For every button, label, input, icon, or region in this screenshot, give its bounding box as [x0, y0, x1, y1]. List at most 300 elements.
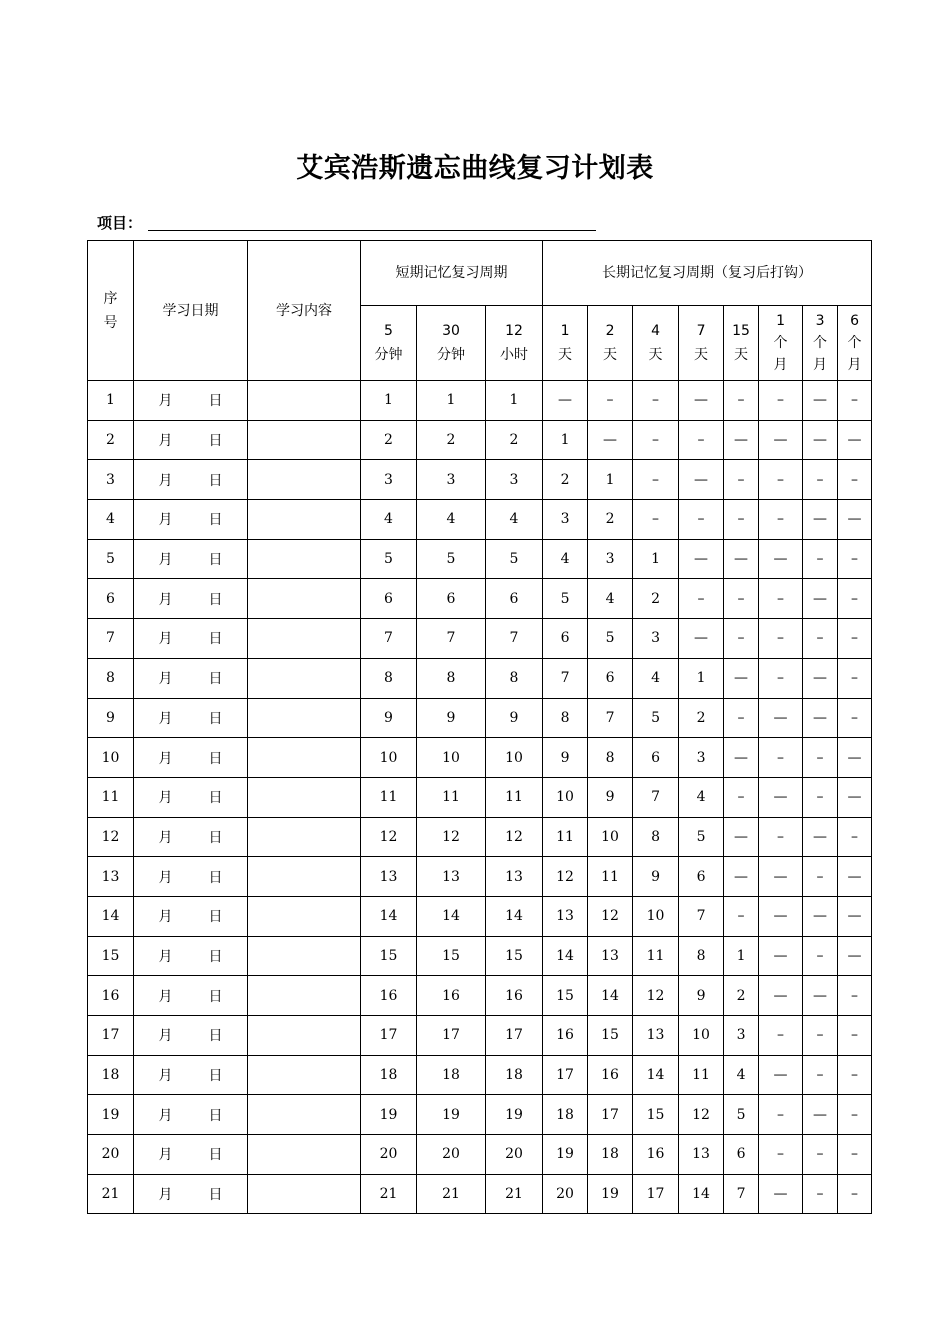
- review-cell-7d[interactable]: 4: [679, 777, 724, 817]
- review-cell-12h[interactable]: 1: [486, 381, 543, 421]
- review-cell-5min[interactable]: 5: [361, 539, 417, 579]
- table-row: [88, 1174, 872, 1214]
- review-cell-15d[interactable]: 7: [724, 1174, 759, 1214]
- review-cell-1d[interactable]: 4: [543, 539, 588, 579]
- review-cell-6m[interactable]: –: [838, 381, 872, 421]
- review-cell-4d[interactable]: 12: [633, 976, 679, 1016]
- review-cell-5min[interactable]: 21: [361, 1174, 417, 1214]
- review-cell-15d[interactable]: –: [724, 619, 759, 659]
- review-cell-12h[interactable]: 13: [486, 857, 543, 897]
- review-cell-3m[interactable]: –: [803, 619, 838, 659]
- review-cell-1d[interactable]: 2: [543, 460, 588, 500]
- review-cell-1d[interactable]: —: [543, 381, 588, 421]
- study-content-cell[interactable]: [248, 420, 361, 460]
- review-cell-5min[interactable]: 4: [361, 500, 417, 540]
- study-content-cell[interactable]: [248, 658, 361, 698]
- review-cell-4d[interactable]: 5: [633, 698, 679, 738]
- study-content-cell[interactable]: [248, 1174, 361, 1214]
- review-cell-7d[interactable]: 11: [679, 1055, 724, 1095]
- review-cell-1d[interactable]: 16: [543, 1016, 588, 1056]
- review-cell-2d[interactable]: 8: [588, 738, 633, 778]
- review-cell-30min[interactable]: 20: [417, 1135, 486, 1175]
- review-cell-5min[interactable]: 10: [361, 738, 417, 778]
- review-cell-1d[interactable]: 17: [543, 1055, 588, 1095]
- study-content-cell[interactable]: [248, 976, 361, 1016]
- review-cell-5min[interactable]: 15: [361, 936, 417, 976]
- review-cell-15d[interactable]: –: [724, 698, 759, 738]
- review-cell-1m[interactable]: —: [759, 698, 803, 738]
- review-cell-3m[interactable]: –: [803, 539, 838, 579]
- review-cell-2d[interactable]: 19: [588, 1174, 633, 1214]
- review-cell-30min[interactable]: 4: [417, 500, 486, 540]
- review-cell-2d[interactable]: 12: [588, 896, 633, 936]
- table-row: [88, 857, 872, 897]
- review-cell-3m[interactable]: –: [803, 1174, 838, 1214]
- review-cell-5min[interactable]: 17: [361, 1016, 417, 1056]
- study-content-cell[interactable]: [248, 1095, 361, 1135]
- review-cell-3m[interactable]: —: [803, 381, 838, 421]
- study-content-cell[interactable]: [248, 381, 361, 421]
- review-cell-7d[interactable]: —: [679, 381, 724, 421]
- study-date-cell[interactable]: [134, 777, 248, 817]
- review-cell-30min[interactable]: 18: [417, 1055, 486, 1095]
- study-content-cell[interactable]: [248, 1055, 361, 1095]
- review-cell-2d[interactable]: –: [588, 381, 633, 421]
- review-cell-15d[interactable]: 1: [724, 936, 759, 976]
- review-cell-6m[interactable]: –: [838, 460, 872, 500]
- review-cell-1d[interactable]: 10: [543, 777, 588, 817]
- review-cell-6m[interactable]: –: [838, 1174, 872, 1214]
- study-date-cell[interactable]: [134, 1055, 248, 1095]
- table-row: [88, 936, 872, 976]
- review-cell-15d[interactable]: –: [724, 381, 759, 421]
- study-date-cell[interactable]: [134, 1174, 248, 1214]
- study-date-cell[interactable]: [134, 619, 248, 659]
- review-cell-7d[interactable]: 1: [679, 658, 724, 698]
- review-cell-4d[interactable]: 6: [633, 738, 679, 778]
- review-cell-5min[interactable]: 8: [361, 658, 417, 698]
- review-cell-12h[interactable]: 19: [486, 1095, 543, 1135]
- review-cell-7d[interactable]: 5: [679, 817, 724, 857]
- review-cell-3m[interactable]: –: [803, 857, 838, 897]
- study-content-cell[interactable]: [248, 500, 361, 540]
- study-content-cell[interactable]: [248, 698, 361, 738]
- review-cell-1m[interactable]: —: [759, 539, 803, 579]
- review-cell-1m[interactable]: –: [759, 817, 803, 857]
- study-date-cell[interactable]: [134, 381, 248, 421]
- review-cell-6m[interactable]: –: [838, 1135, 872, 1175]
- review-cell-15d[interactable]: —: [724, 658, 759, 698]
- review-cell-15d[interactable]: —: [724, 420, 759, 460]
- study-date-cell[interactable]: [134, 579, 248, 619]
- review-cell-12h[interactable]: 14: [486, 896, 543, 936]
- review-cell-3m[interactable]: –: [803, 738, 838, 778]
- review-cell-2d[interactable]: 15: [588, 1016, 633, 1056]
- date-day-label: 日: [208, 472, 223, 489]
- review-cell-1d[interactable]: 3: [543, 500, 588, 540]
- review-cell-6m[interactable]: –: [838, 698, 872, 738]
- review-cell-15d[interactable]: 4: [724, 1055, 759, 1095]
- review-cell-15d[interactable]: —: [724, 817, 759, 857]
- study-date-cell[interactable]: [134, 1016, 248, 1056]
- table-row: [88, 976, 872, 1016]
- study-date-cell[interactable]: [134, 420, 248, 460]
- review-cell-12h[interactable]: 15: [486, 936, 543, 976]
- review-cell-2d[interactable]: 9: [588, 777, 633, 817]
- study-date-cell[interactable]: [134, 976, 248, 1016]
- review-cell-4d[interactable]: 1: [633, 539, 679, 579]
- review-cell-5min[interactable]: 9: [361, 698, 417, 738]
- review-cell-1d[interactable]: 15: [543, 976, 588, 1016]
- review-cell-12h[interactable]: 20: [486, 1135, 543, 1175]
- review-cell-4d[interactable]: 7: [633, 777, 679, 817]
- review-cell-1m[interactable]: —: [759, 420, 803, 460]
- study-content-cell[interactable]: [248, 1135, 361, 1175]
- study-date-cell[interactable]: [134, 539, 248, 579]
- review-cell-3m[interactable]: —: [803, 1095, 838, 1135]
- review-cell-7d[interactable]: 9: [679, 976, 724, 1016]
- review-cell-2d[interactable]: 18: [588, 1135, 633, 1175]
- review-cell-1d[interactable]: 8: [543, 698, 588, 738]
- review-cell-5min[interactable]: 1: [361, 381, 417, 421]
- date-day-label: 日: [208, 829, 223, 846]
- study-date-cell[interactable]: [134, 857, 248, 897]
- row-index: 12: [88, 817, 134, 857]
- review-cell-1m[interactable]: –: [759, 619, 803, 659]
- review-cell-1d[interactable]: 11: [543, 817, 588, 857]
- review-cell-7d[interactable]: –: [679, 579, 724, 619]
- review-cell-15d[interactable]: 5: [724, 1095, 759, 1135]
- review-cell-2d[interactable]: 7: [588, 698, 633, 738]
- review-cell-1m[interactable]: –: [759, 1016, 803, 1056]
- review-cell-15d[interactable]: —: [724, 539, 759, 579]
- review-cell-4d[interactable]: 13: [633, 1016, 679, 1056]
- review-cell-12h[interactable]: 6: [486, 579, 543, 619]
- review-cell-6m[interactable]: –: [838, 539, 872, 579]
- review-cell-7d[interactable]: –: [679, 500, 724, 540]
- review-cell-1m[interactable]: –: [759, 500, 803, 540]
- review-cell-15d[interactable]: —: [724, 738, 759, 778]
- study-date-cell[interactable]: [134, 1095, 248, 1135]
- review-cell-12h[interactable]: 16: [486, 976, 543, 1016]
- review-cell-4d[interactable]: 11: [633, 936, 679, 976]
- review-cell-1d[interactable]: 13: [543, 896, 588, 936]
- review-cell-6m[interactable]: –: [838, 619, 872, 659]
- review-cell-1d[interactable]: 19: [543, 1135, 588, 1175]
- review-cell-2d[interactable]: 11: [588, 857, 633, 897]
- review-cell-5min[interactable]: 2: [361, 420, 417, 460]
- review-cell-4d[interactable]: 2: [633, 579, 679, 619]
- review-cell-7d[interactable]: 6: [679, 857, 724, 897]
- review-cell-1d[interactable]: 9: [543, 738, 588, 778]
- review-cell-30min[interactable]: 21: [417, 1174, 486, 1214]
- review-cell-15d[interactable]: —: [724, 857, 759, 897]
- review-cell-3m[interactable]: —: [803, 698, 838, 738]
- review-cell-4d[interactable]: 10: [633, 896, 679, 936]
- review-cell-1m[interactable]: –: [759, 460, 803, 500]
- review-cell-2d[interactable]: 14: [588, 976, 633, 1016]
- review-cell-1d[interactable]: 7: [543, 658, 588, 698]
- date-day-label: 日: [208, 631, 223, 648]
- review-cell-4d[interactable]: –: [633, 500, 679, 540]
- review-cell-7d[interactable]: 14: [679, 1174, 724, 1214]
- review-cell-6m[interactable]: —: [838, 500, 872, 540]
- review-cell-12h[interactable]: 5: [486, 539, 543, 579]
- review-cell-1m[interactable]: –: [759, 1095, 803, 1135]
- review-cell-30min[interactable]: 10: [417, 738, 486, 778]
- review-cell-1m[interactable]: —: [759, 896, 803, 936]
- review-cell-3m[interactable]: –: [803, 1055, 838, 1095]
- review-cell-5min[interactable]: 11: [361, 777, 417, 817]
- review-cell-2d[interactable]: 3: [588, 539, 633, 579]
- review-cell-12h[interactable]: 4: [486, 500, 543, 540]
- study-content-cell[interactable]: [248, 460, 361, 500]
- table-row: [88, 460, 872, 500]
- date-day-label: 日: [208, 512, 223, 529]
- study-content-cell[interactable]: [248, 1016, 361, 1056]
- review-cell-3m[interactable]: –: [803, 777, 838, 817]
- review-cell-30min[interactable]: 8: [417, 658, 486, 698]
- review-cell-6m[interactable]: —: [838, 936, 872, 976]
- review-cell-4d[interactable]: 14: [633, 1055, 679, 1095]
- review-cell-12h[interactable]: 17: [486, 1016, 543, 1056]
- review-cell-1d[interactable]: 12: [543, 857, 588, 897]
- review-cell-1m[interactable]: —: [759, 857, 803, 897]
- review-cell-30min[interactable]: 19: [417, 1095, 486, 1135]
- row-index: 9: [88, 698, 134, 738]
- review-cell-6m[interactable]: —: [838, 420, 872, 460]
- row-index: 6: [88, 579, 134, 619]
- date-month-label: 月: [158, 790, 173, 807]
- review-cell-5min[interactable]: 3: [361, 460, 417, 500]
- review-cell-6m[interactable]: –: [838, 579, 872, 619]
- header-long-term-group: 长期记忆复习周期（复习后打钩）: [543, 241, 872, 306]
- review-cell-30min[interactable]: 13: [417, 857, 486, 897]
- review-cell-5min[interactable]: 18: [361, 1055, 417, 1095]
- study-content-cell[interactable]: [248, 936, 361, 976]
- review-cell-3m[interactable]: –: [803, 460, 838, 500]
- review-cell-15d[interactable]: –: [724, 500, 759, 540]
- review-cell-6m[interactable]: —: [838, 738, 872, 778]
- review-cell-1d[interactable]: 18: [543, 1095, 588, 1135]
- review-cell-1m[interactable]: –: [759, 579, 803, 619]
- study-content-cell[interactable]: [248, 857, 361, 897]
- review-cell-12h[interactable]: 18: [486, 1055, 543, 1095]
- row-index: 11: [88, 777, 134, 817]
- review-cell-30min[interactable]: 17: [417, 1016, 486, 1056]
- review-cell-30min[interactable]: 16: [417, 976, 486, 1016]
- review-cell-6m[interactable]: –: [838, 1016, 872, 1056]
- review-cell-1d[interactable]: 5: [543, 579, 588, 619]
- date-month-label: 月: [158, 512, 173, 529]
- review-cell-3m[interactable]: —: [803, 500, 838, 540]
- review-cell-6m[interactable]: –: [838, 976, 872, 1016]
- review-cell-4d[interactable]: –: [633, 460, 679, 500]
- review-cell-2d[interactable]: 1: [588, 460, 633, 500]
- study-date-cell[interactable]: [134, 1135, 248, 1175]
- review-cell-5min[interactable]: 12: [361, 817, 417, 857]
- review-cell-1m[interactable]: —: [759, 1055, 803, 1095]
- study-date-cell[interactable]: [134, 936, 248, 976]
- review-cell-1m[interactable]: –: [759, 738, 803, 778]
- review-cell-1m[interactable]: –: [759, 1135, 803, 1175]
- study-date-cell[interactable]: [134, 500, 248, 540]
- review-cell-30min[interactable]: 6: [417, 579, 486, 619]
- row-index: 20: [88, 1135, 134, 1175]
- review-cell-2d[interactable]: 17: [588, 1095, 633, 1135]
- review-cell-12h[interactable]: 11: [486, 777, 543, 817]
- date-month-label: 月: [158, 1107, 173, 1124]
- review-cell-4d[interactable]: 17: [633, 1174, 679, 1214]
- review-cell-2d[interactable]: —: [588, 420, 633, 460]
- review-cell-6m[interactable]: –: [838, 658, 872, 698]
- review-cell-1d[interactable]: 6: [543, 619, 588, 659]
- review-cell-2d[interactable]: 4: [588, 579, 633, 619]
- review-cell-6m[interactable]: –: [838, 1055, 872, 1095]
- review-cell-7d[interactable]: 12: [679, 1095, 724, 1135]
- review-cell-1d[interactable]: 1: [543, 420, 588, 460]
- review-cell-30min[interactable]: 9: [417, 698, 486, 738]
- review-cell-3m[interactable]: —: [803, 579, 838, 619]
- study-content-cell[interactable]: [248, 896, 361, 936]
- review-cell-3m[interactable]: —: [803, 976, 838, 1016]
- review-cell-30min[interactable]: 12: [417, 817, 486, 857]
- review-cell-15d[interactable]: 3: [724, 1016, 759, 1056]
- review-cell-1m[interactable]: —: [759, 1174, 803, 1214]
- review-cell-1d[interactable]: 20: [543, 1174, 588, 1214]
- study-content-cell[interactable]: [248, 777, 361, 817]
- review-cell-7d[interactable]: —: [679, 619, 724, 659]
- review-cell-4d[interactable]: 3: [633, 619, 679, 659]
- review-cell-30min[interactable]: 15: [417, 936, 486, 976]
- review-cell-6m[interactable]: —: [838, 777, 872, 817]
- review-cell-4d[interactable]: 15: [633, 1095, 679, 1135]
- review-cell-5min[interactable]: 16: [361, 976, 417, 1016]
- review-cell-4d[interactable]: 16: [633, 1135, 679, 1175]
- review-cell-6m[interactable]: –: [838, 817, 872, 857]
- review-cell-5min[interactable]: 19: [361, 1095, 417, 1135]
- header-short-term-group: 短期记忆复习周期: [361, 241, 543, 306]
- review-cell-12h[interactable]: 12: [486, 817, 543, 857]
- review-cell-12h[interactable]: 10: [486, 738, 543, 778]
- review-cell-3m[interactable]: –: [803, 1135, 838, 1175]
- review-cell-15d[interactable]: –: [724, 896, 759, 936]
- review-cell-7d[interactable]: 7: [679, 896, 724, 936]
- study-date-cell[interactable]: [134, 817, 248, 857]
- review-cell-4d[interactable]: –: [633, 381, 679, 421]
- study-date-cell[interactable]: [134, 698, 248, 738]
- row-index: 13: [88, 857, 134, 897]
- review-cell-3m[interactable]: —: [803, 817, 838, 857]
- study-content-cell[interactable]: [248, 579, 361, 619]
- review-cell-3m[interactable]: —: [803, 896, 838, 936]
- study-content-cell[interactable]: [248, 817, 361, 857]
- review-cell-15d[interactable]: 2: [724, 976, 759, 1016]
- review-cell-5min[interactable]: 6: [361, 579, 417, 619]
- review-cell-7d[interactable]: –: [679, 420, 724, 460]
- table-row: [88, 1055, 872, 1095]
- study-content-cell[interactable]: [248, 738, 361, 778]
- review-cell-7d[interactable]: —: [679, 460, 724, 500]
- review-cell-1m[interactable]: —: [759, 936, 803, 976]
- review-cell-3m[interactable]: –: [803, 1016, 838, 1056]
- review-cell-12h[interactable]: 21: [486, 1174, 543, 1214]
- review-cell-5min[interactable]: 14: [361, 896, 417, 936]
- review-cell-30min[interactable]: 1: [417, 381, 486, 421]
- review-cell-7d[interactable]: 8: [679, 936, 724, 976]
- review-cell-2d[interactable]: 6: [588, 658, 633, 698]
- review-cell-7d[interactable]: 13: [679, 1135, 724, 1175]
- review-cell-6m[interactable]: –: [838, 1095, 872, 1135]
- review-cell-7d[interactable]: 10: [679, 1016, 724, 1056]
- review-cell-15d[interactable]: –: [724, 579, 759, 619]
- review-cell-30min[interactable]: 14: [417, 896, 486, 936]
- review-cell-30min[interactable]: 7: [417, 619, 486, 659]
- review-cell-30min[interactable]: 3: [417, 460, 486, 500]
- review-cell-12h[interactable]: 2: [486, 420, 543, 460]
- study-date-cell[interactable]: [134, 658, 248, 698]
- review-cell-6m[interactable]: —: [838, 857, 872, 897]
- review-cell-15d[interactable]: –: [724, 777, 759, 817]
- review-cell-5min[interactable]: 7: [361, 619, 417, 659]
- review-cell-30min[interactable]: 11: [417, 777, 486, 817]
- review-cell-12h[interactable]: 9: [486, 698, 543, 738]
- review-cell-12h[interactable]: 8: [486, 658, 543, 698]
- review-cell-1m[interactable]: —: [759, 976, 803, 1016]
- header-long-4d: 4 天: [633, 306, 679, 381]
- review-cell-1d[interactable]: 14: [543, 936, 588, 976]
- date-month-label: 月: [158, 631, 173, 648]
- review-cell-30min[interactable]: 2: [417, 420, 486, 460]
- review-cell-4d[interactable]: 8: [633, 817, 679, 857]
- review-cell-4d[interactable]: –: [633, 420, 679, 460]
- review-cell-15d[interactable]: 6: [724, 1135, 759, 1175]
- review-cell-1m[interactable]: —: [759, 777, 803, 817]
- study-date-cell[interactable]: [134, 738, 248, 778]
- table-row: [88, 1135, 872, 1175]
- review-cell-4d[interactable]: 4: [633, 658, 679, 698]
- review-cell-12h[interactable]: 3: [486, 460, 543, 500]
- review-cell-15d[interactable]: –: [724, 460, 759, 500]
- review-cell-1m[interactable]: –: [759, 381, 803, 421]
- review-cell-12h[interactable]: 7: [486, 619, 543, 659]
- review-cell-2d[interactable]: 2: [588, 500, 633, 540]
- study-content-cell[interactable]: [248, 539, 361, 579]
- review-cell-4d[interactable]: 9: [633, 857, 679, 897]
- review-cell-3m[interactable]: —: [803, 658, 838, 698]
- review-cell-7d[interactable]: —: [679, 539, 724, 579]
- review-cell-2d[interactable]: 5: [588, 619, 633, 659]
- review-cell-2d[interactable]: 10: [588, 817, 633, 857]
- review-cell-3m[interactable]: –: [803, 936, 838, 976]
- table-row: [88, 420, 872, 460]
- review-cell-1m[interactable]: –: [759, 658, 803, 698]
- review-cell-30min[interactable]: 5: [417, 539, 486, 579]
- review-cell-2d[interactable]: 13: [588, 936, 633, 976]
- review-cell-3m[interactable]: —: [803, 420, 838, 460]
- review-cell-5min[interactable]: 13: [361, 857, 417, 897]
- review-cell-6m[interactable]: —: [838, 896, 872, 936]
- study-date-cell[interactable]: [134, 460, 248, 500]
- study-content-cell[interactable]: [248, 619, 361, 659]
- review-cell-7d[interactable]: 3: [679, 738, 724, 778]
- study-date-cell[interactable]: [134, 896, 248, 936]
- table-row: [88, 539, 872, 579]
- project-input-line[interactable]: [148, 230, 596, 231]
- review-cell-5min[interactable]: 20: [361, 1135, 417, 1175]
- review-cell-2d[interactable]: 16: [588, 1055, 633, 1095]
- review-cell-7d[interactable]: 2: [679, 698, 724, 738]
